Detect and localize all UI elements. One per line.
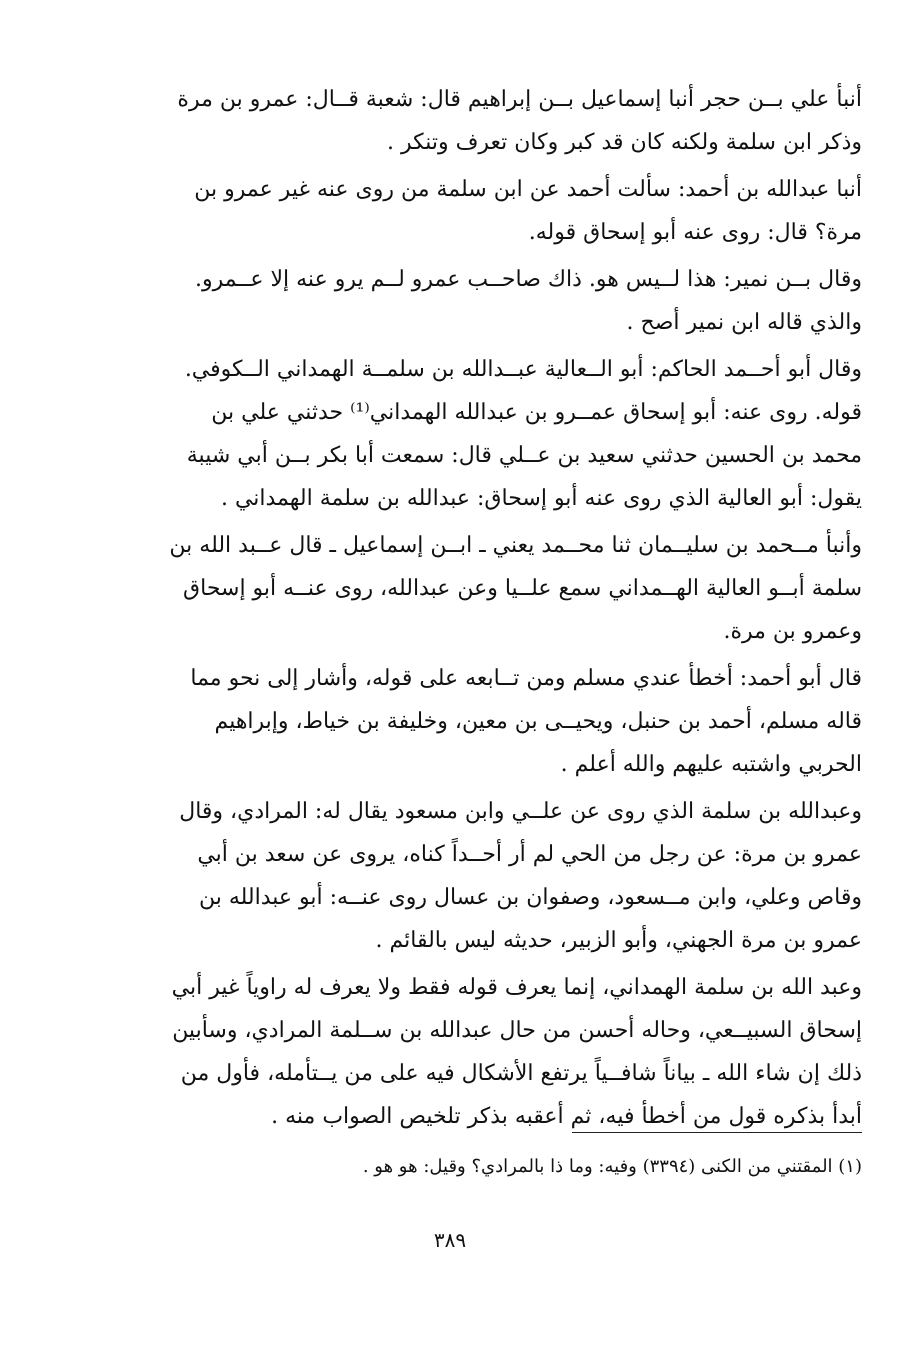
text-line: سلمة أبــو العالية الهــمداني سمع علــيا وعن عبدالله، روى عنــه أبو إسحاق	[183, 576, 862, 601]
paragraph-8	[150, 966, 862, 1138]
footnote: (١) المقتني من الكنى (٣٣٩٤) وفيه: وما ذا بالمرادي؟ وقيل: هو هو .	[362, 1156, 862, 1177]
text-line: محمد بن الحسين حدثني سعيد بن عــلي قال: سمعت أبا بكر بــن أبي شيبة	[186, 443, 862, 468]
text-line: وقال بــن نمير: هذا لــيس هو. ذاك صاحــب عمرو لــم يرو عنه إلا عــمرو.	[195, 267, 862, 292]
paragraph-5	[150, 524, 862, 653]
text-line: أبدأ بذكره قول من أخطأ فيه، ثم أعقبه بذكر تلخيص الصواب منه .	[271, 1104, 862, 1129]
text-line: وقال أبو أحــمد الحاكم: أبو الــعالية عبــدالله بن سلمــة الهمداني الــكوفي.	[184, 357, 862, 382]
paragraph-1	[150, 78, 862, 164]
paragraph-2	[150, 168, 862, 254]
text-line: إسحاق السبيــعي، وحاله أحسن من حال عبدالله بن ســلمة المرادي، وسأبين	[172, 1018, 862, 1043]
text-line: عمرو بن مرة الجهني، وأبو الزبير، حديثه ليس بالقائم .	[375, 928, 862, 953]
page-body	[150, 78, 862, 1142]
page-number: ٣٨٩	[433, 1228, 467, 1252]
text-line: وذكر ابن سلمة ولكنه كان قد كبر وكان تعرف وتنكر .	[386, 130, 862, 155]
paragraph-4	[150, 348, 862, 520]
text-line: وعبدالله بن سلمة الذي روى عن علــي وابن مسعود يقال له: المرادي، وقال	[179, 799, 862, 824]
text-line: يقول: أبو العالية الذي روى عنه أبو إسحاق: عبدالله بن سلمة الهمداني .	[220, 486, 862, 511]
paragraph-3	[150, 258, 862, 344]
text-line: ذلك إن شاء الله ـ بياناً شافــياً يرتفع الأشكال فيه على من يــتأمله، فأول من	[180, 1061, 862, 1086]
text-line: وقاص وعلي، وابن مــسعود، وصفوان بن عسال روى عنــه: أبو عبدالله بن	[198, 885, 862, 910]
text-line: وأنبأ مــحمد بن سليــمان ثنا محــمد يعني ـ ابــن إسماعيل ـ قال عــبد الله بن	[169, 533, 862, 558]
paragraph-6	[150, 657, 862, 786]
text-line: أنبا عبدالله بن أحمد: سألت أحمد عن ابن سلمة من روى عنه غير عمرو بن	[194, 177, 862, 202]
paragraph-7	[150, 790, 862, 962]
text-line: وعمرو بن مرة.	[723, 619, 862, 644]
text-line: عمرو بن مرة: عن رجل من الحي لم أر أحــداً كناه، يروى عن سعد بن أبي	[197, 842, 862, 867]
text-line: قاله مسلم، أحمد بن حنبل، ويحيــى بن معين، وخليفة بن خياط، وإبراهيم	[214, 709, 862, 734]
text-line: الحربي واشتبه عليهم والله أعلم .	[560, 752, 862, 777]
text-line: أنبأ علي بــن حجر أنبا إسماعيل بــن إبراهيم قال: شعبة قــال: عمرو بن مرة	[177, 87, 862, 112]
text-line: وعبد الله بن سلمة الهمداني، إنما يعرف قوله فقط ولا يعرف له راوياً غير أبي	[171, 975, 862, 1000]
text-line: قوله. روى عنه: أبو إسحاق عمــرو بن عبدالله الهمداني⁽¹⁾ حدثني علي بن	[211, 400, 862, 425]
text-line: مرة؟ قال: روى عنه أبو إسحاق قوله.	[528, 220, 862, 245]
footnote-divider	[572, 1132, 862, 1133]
text-line: قال أبو أحمد: أخطأ عندي مسلم ومن تــابعه على قوله، وأشار إلى نحو مما	[190, 666, 862, 691]
text-line: والذي قاله ابن نمير أصح .	[626, 310, 862, 335]
